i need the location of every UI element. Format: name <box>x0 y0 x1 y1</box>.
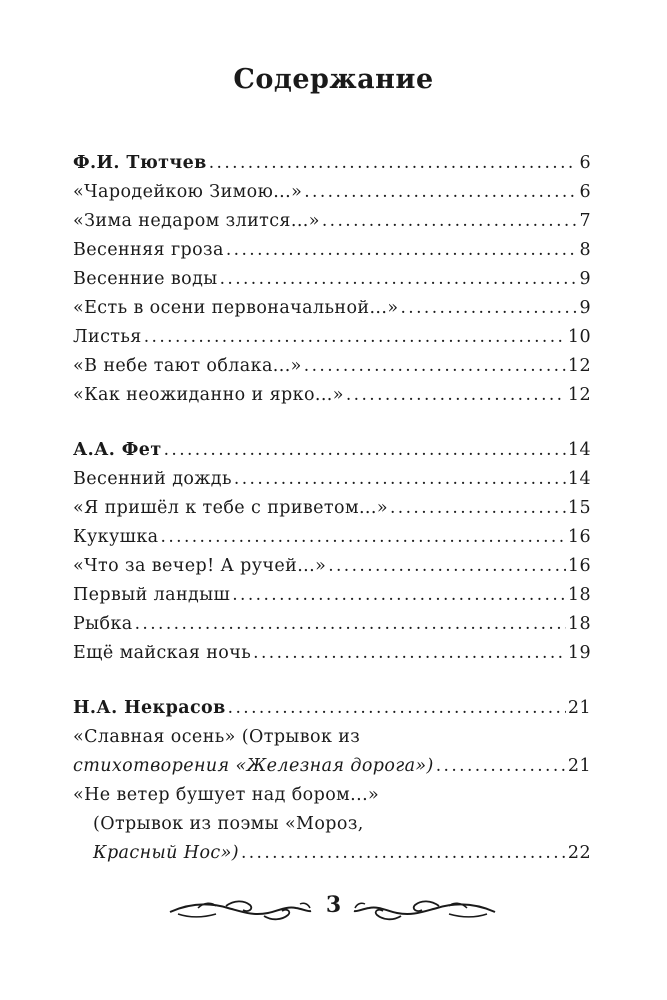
entry-title: Листья <box>73 327 142 347</box>
toc-entry[interactable] <box>73 639 591 667</box>
dot-leader <box>161 523 566 551</box>
page-number: 3 <box>325 892 342 918</box>
page-ref: 19 <box>567 643 591 663</box>
entry-title: «В небе тают облака...» <box>73 356 302 376</box>
entry-subtitle: стихотворения «Железная дорога») <box>73 756 434 776</box>
toc-entry[interactable] <box>73 752 591 780</box>
page-ref: 14 <box>567 469 591 489</box>
entry-title: «Чародейкою Зимою...» <box>73 182 303 202</box>
entry-title: Весенняя гроза <box>73 240 224 260</box>
page-ref: 12 <box>567 356 591 376</box>
dot-leader <box>232 581 566 609</box>
entry-subtitle: (Отрывок из поэмы «Мороз, <box>93 814 364 834</box>
toc-entry[interactable] <box>73 523 591 551</box>
page-ref: 14 <box>567 440 591 460</box>
toc-entry[interactable] <box>73 352 591 380</box>
dot-leader <box>390 494 566 522</box>
page-ref: 18 <box>567 585 591 605</box>
entry-title: «Что за вечер! А ручей...» <box>73 556 327 576</box>
dot-leader <box>253 639 566 667</box>
dot-leader <box>226 236 578 264</box>
entry-subtitle: Красный Нос») <box>93 843 239 863</box>
page-ref: 21 <box>567 756 591 776</box>
toc-author-row[interactable] <box>73 149 591 177</box>
entry-title: «Зима недаром злится...» <box>73 211 320 231</box>
dot-leader <box>164 436 566 464</box>
dot-leader <box>209 149 578 177</box>
toc-entry[interactable] <box>73 839 591 867</box>
toc-author-row[interactable] <box>73 694 591 722</box>
right-flourish-icon <box>352 896 497 924</box>
toc-entry[interactable] <box>73 465 591 493</box>
dot-leader <box>228 694 566 722</box>
page-ref: 21 <box>567 698 591 718</box>
page-ref: 22 <box>567 843 591 863</box>
dot-leader <box>144 323 566 351</box>
page-ref: 16 <box>567 527 591 547</box>
dot-leader <box>346 381 566 409</box>
toc-entry[interactable] <box>73 294 591 322</box>
page-title: Содержание <box>233 64 434 95</box>
page-ref: 9 <box>579 298 591 318</box>
toc-entry-line[interactable] <box>73 810 611 838</box>
toc-entry[interactable] <box>73 207 591 235</box>
toc-entry[interactable] <box>73 265 591 293</box>
dot-leader <box>400 294 577 322</box>
toc-entry[interactable] <box>73 178 591 206</box>
toc-entry[interactable] <box>73 552 591 580</box>
page-ref: 9 <box>579 269 591 289</box>
toc-author-row[interactable] <box>73 436 591 464</box>
toc-entry[interactable] <box>73 581 591 609</box>
toc-entry[interactable] <box>73 494 591 522</box>
page-ref: 8 <box>579 240 591 260</box>
page-ref: 7 <box>579 211 591 231</box>
toc-entry-line[interactable] <box>73 723 591 751</box>
entry-title: Весенний дождь <box>73 469 232 489</box>
dot-leader <box>328 552 566 580</box>
entry-title: «Не ветер бушует над бором...» <box>73 785 380 805</box>
dot-leader <box>436 752 566 780</box>
page-ref: 10 <box>567 327 591 347</box>
entry-title: Весенние воды <box>73 269 218 289</box>
entry-title: «Есть в осени первоначальной...» <box>73 298 399 318</box>
entry-title: Первый ландыш <box>73 585 231 605</box>
entry-title: Рыбка <box>73 614 133 634</box>
dot-leader <box>241 839 566 867</box>
toc-entry[interactable] <box>73 381 591 409</box>
entry-title: Ещё майская ночь <box>73 643 252 663</box>
dot-leader <box>304 352 566 380</box>
page-ref: 6 <box>579 182 591 202</box>
dot-leader <box>220 265 578 293</box>
page-ref: 6 <box>579 153 591 173</box>
entry-title: «Славная осень» <box>73 727 236 747</box>
author-name: Ф.И. Тютчев <box>73 153 207 173</box>
page-ref: 15 <box>567 498 591 518</box>
dot-leader <box>322 207 578 235</box>
entry-subtitle: (Отрывок из <box>241 727 361 747</box>
page-ref: 12 <box>567 385 591 405</box>
page-footer <box>0 886 667 936</box>
dot-leader <box>135 610 566 638</box>
dot-leader <box>234 465 566 493</box>
toc-entry[interactable] <box>73 610 591 638</box>
page-ref: 18 <box>567 614 591 634</box>
dot-leader <box>304 178 577 206</box>
entry-title: Кукушка <box>73 527 159 547</box>
page-ref: 16 <box>567 556 591 576</box>
entry-title: «Как неожиданно и ярко...» <box>73 385 344 405</box>
author-name: Н.А. Некрасов <box>73 698 226 718</box>
author-name: А.А. Фет <box>73 440 162 460</box>
toc-entry-line[interactable] <box>73 781 591 809</box>
toc-entry[interactable] <box>73 236 591 264</box>
toc-entry[interactable] <box>73 323 591 351</box>
entry-title: «Я пришёл к тебе с приветом...» <box>73 498 388 518</box>
